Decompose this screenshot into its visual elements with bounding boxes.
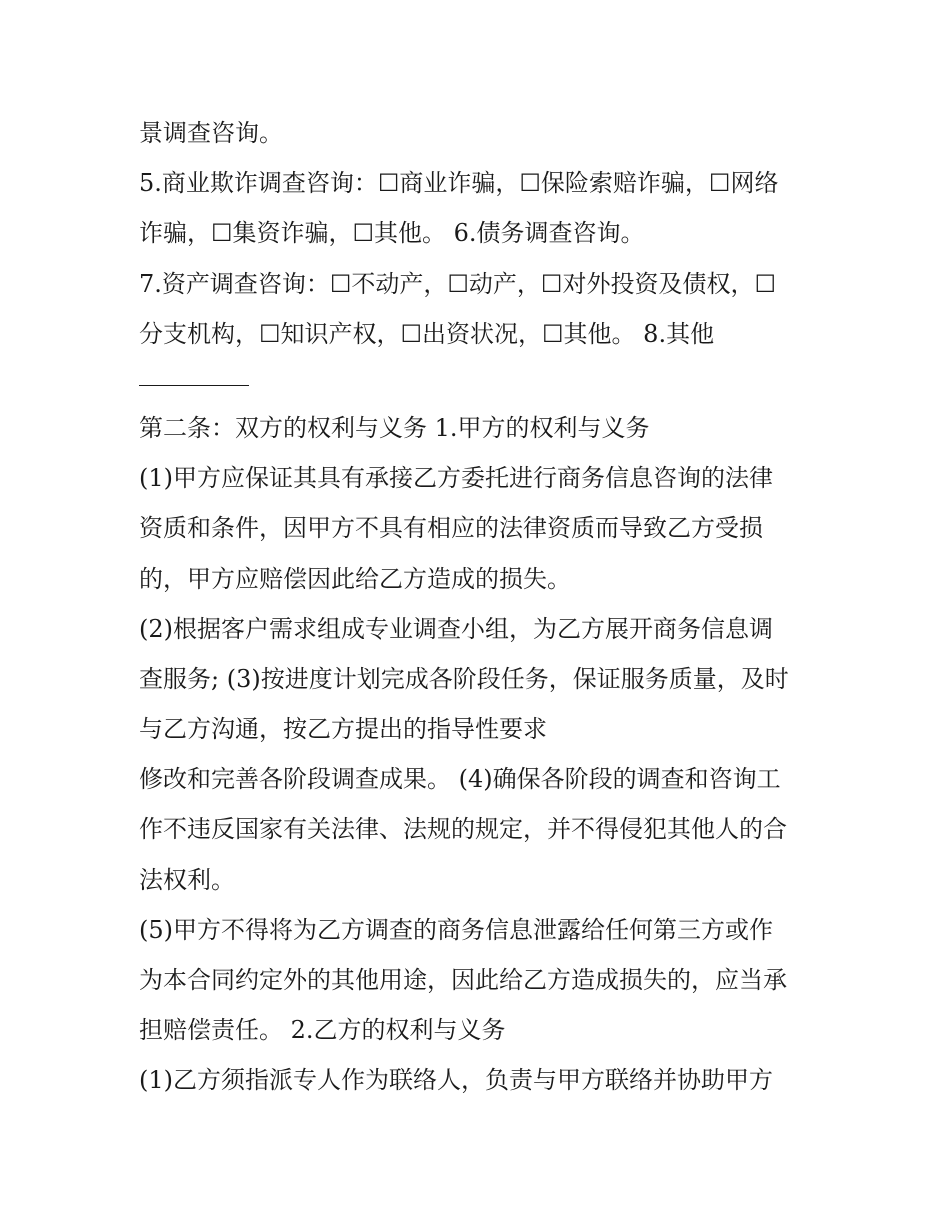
section-heading: 第二条：双方的权利与义务 1.甲方的权利与义务: [139, 413, 650, 442]
text-line: 诈骗，☐集资诈骗，☐其他。 6.债务调查咨询。: [139, 219, 645, 248]
text-line: (5)甲方不得将为乙方调查的商务信息泄露给任何第三方或作: [139, 915, 773, 944]
text-line: 分支机构，☐知识产权，☐出资状况，☐其他。 8.其他: [139, 319, 715, 348]
text-line: (1)乙方须指派专人作为联络人，负责与甲方联络并协助甲方: [139, 1066, 773, 1095]
text-line: 5.商业欺诈调查咨询：☐商业诈骗，☐保险索赔诈骗，☐网络: [139, 169, 779, 198]
document-body: [139, 108, 819, 1106]
underline-blank: [139, 385, 249, 386]
text-line: 与乙方沟通，按乙方提出的指导性要求: [139, 715, 547, 744]
text-line: 7.资产调查咨询：☐不动产，☐动产，☐对外投资及债权，☐: [139, 269, 776, 298]
text-line: 修改和完善各阶段调查成果。 (4)确保各阶段的调查和咨询工: [139, 765, 781, 794]
text-line: 担赔偿责任。 2.乙方的权利与义务: [139, 1016, 506, 1045]
text-line: 的，甲方应赔偿因此给乙方造成的损失。: [139, 564, 571, 593]
text-line: (2)根据客户需求组成专业调查小组，为乙方展开商务信息调: [139, 614, 773, 643]
text-line: 作不违反国家有关法律、法规的规定，并不得侵犯其他人的合: [139, 815, 787, 844]
text-line: 法权利。: [139, 865, 235, 894]
text-line: (1)甲方应保证其具有承接乙方委托进行商务信息咨询的法律: [139, 464, 773, 493]
text-line: 为本合同约定外的其他用途，因此给乙方造成损失的，应当承: [139, 966, 787, 994]
text-line: 资质和条件，因甲方不具有相应的法律资质而导致乙方受损: [139, 514, 763, 543]
text-line: 查服务; (3)按进度计划完成各阶段任务，保证服务质量，及时: [139, 664, 789, 693]
text-line: 景调查咨询。: [139, 119, 283, 147]
blank-fill-line: [139, 359, 819, 403]
